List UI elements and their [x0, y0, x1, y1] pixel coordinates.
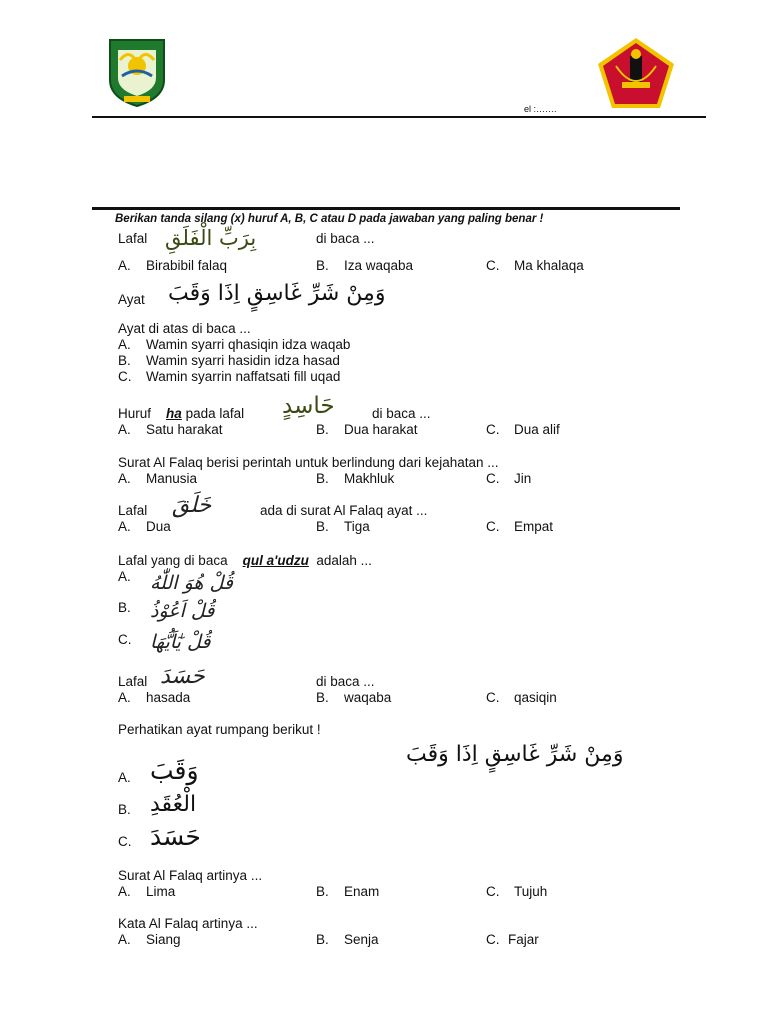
q6-option-a-label: A. [118, 569, 131, 584]
q3-highlight: ha [166, 406, 182, 421]
q8-option-a-arabic: وَقَبَ [150, 756, 199, 785]
q1-option-b: B. Iza waqaba [316, 258, 414, 273]
q8-option-a-label: A. [118, 770, 131, 785]
q3-arabic: حَاسِدٍ [282, 393, 335, 419]
q1-suffix: di baca ... [316, 231, 375, 246]
q9-option-c: C. Tujuh [486, 884, 548, 899]
header-divider [92, 116, 706, 118]
q9-question: Surat Al Falaq artinya ... [118, 868, 263, 883]
q9-option-a: A. Lima [118, 884, 176, 899]
q2-option-c: C. Wamin syarrin naffatsati fill uqad [118, 369, 341, 384]
q1-option-a: A. Birabibil falaq [118, 258, 228, 273]
q4-option-b: B. Makhluk [316, 471, 395, 486]
instruction: Berikan tanda silang (x) huruf A, B, C atau D pada jawaban yang paling benar ! [115, 213, 544, 225]
q6-option-b-arabic: قُلْ اَعُوْذُ [150, 600, 215, 622]
q6-option-c-arabic: قُلْ يٰٓاَيُّهَا [150, 631, 211, 653]
q2-option-b: B. Wamin syarri hasidin idza hasad [118, 353, 340, 368]
q1-arabic: بِرَبِّ الْفَلَقِ [165, 226, 257, 250]
q4-question: Surat Al Falaq berisi perintah untuk berlindung dari kejahatan ... [118, 455, 499, 470]
regional-government-emblem [104, 36, 170, 108]
q5-option-c: C. Empat [486, 519, 554, 534]
q8-option-b-arabic: الْعُقَدِ [150, 792, 197, 817]
q5-suffix: ada di surat Al Falaq ayat ... [260, 503, 428, 518]
q7-option-b: B. waqaba [316, 690, 392, 705]
q8-option-c-label: C. [118, 834, 132, 849]
school-emblem [596, 36, 676, 110]
q7-prefix: Lafal [118, 674, 148, 689]
q2-question: Ayat di atas di baca ... [118, 321, 251, 336]
q9-option-b: B. Enam [316, 884, 380, 899]
q6-option-c-label: C. [118, 632, 132, 647]
q8-question: Perhatikan ayat rumpang berikut ! [118, 722, 321, 737]
q7-arabic: حَسَدَ [160, 664, 205, 689]
q3-option-b: B. Dua harakat [316, 422, 418, 437]
q10-option-a: A. Siang [118, 932, 181, 947]
q3-option-a: A. Satu harakat [118, 422, 223, 437]
q5-arabic: خَلَقَ [172, 493, 212, 518]
q2-prefix: Ayat [118, 292, 145, 307]
q4-option-c: C. Jin [486, 471, 532, 486]
q2-option-a: A. Wamin syarri qhasiqin idza waqab [118, 337, 351, 352]
q7-suffix: di baca ... [316, 674, 375, 689]
q8-option-b-label: B. [118, 802, 131, 817]
header-small-text: el :……. [524, 104, 557, 114]
q7-option-c: C. qasiqin [486, 690, 557, 705]
q1-option-c: C. Ma khalaqa [486, 258, 584, 273]
q2-arabic: وَمِنْ شَرِّ غَاسِقٍ اِذَا وَقَبَ [168, 281, 386, 306]
section-divider [92, 207, 680, 210]
q10-question: Kata Al Falaq artinya ... [118, 916, 258, 931]
q5-prefix: Lafal [118, 503, 148, 518]
q10-option-b: B. Senja [316, 932, 379, 947]
q7-option-a: A. hasada [118, 690, 191, 705]
q5-option-a: A. Dua [118, 519, 171, 534]
q3-option-c: C. Dua alif [486, 422, 560, 437]
q6-option-a-arabic: قُلْ هُوَ اللّٰهُ [150, 572, 233, 594]
q6-highlight: qul a'udzu [242, 553, 309, 568]
q5-option-b: B. Tiga [316, 519, 370, 534]
q3-suffix: di baca ... [372, 406, 431, 421]
q8-ayat: وَمِنْ شَرِّ غَاسِقٍ اِذَا وَقَبَ [406, 742, 624, 767]
q6-option-b-label: B. [118, 600, 131, 615]
q3-prefix: Huruf ha pada lafal [118, 406, 245, 421]
q4-option-a: A. Manusia [118, 471, 198, 486]
q10-option-c: C. Fajar [486, 932, 539, 947]
q6-prefix: Lafal yang di baca qul a'udzu adalah ... [118, 553, 372, 568]
q1-prefix: Lafal [118, 231, 148, 246]
q8-option-c-arabic: حَسَدَ [150, 822, 201, 851]
